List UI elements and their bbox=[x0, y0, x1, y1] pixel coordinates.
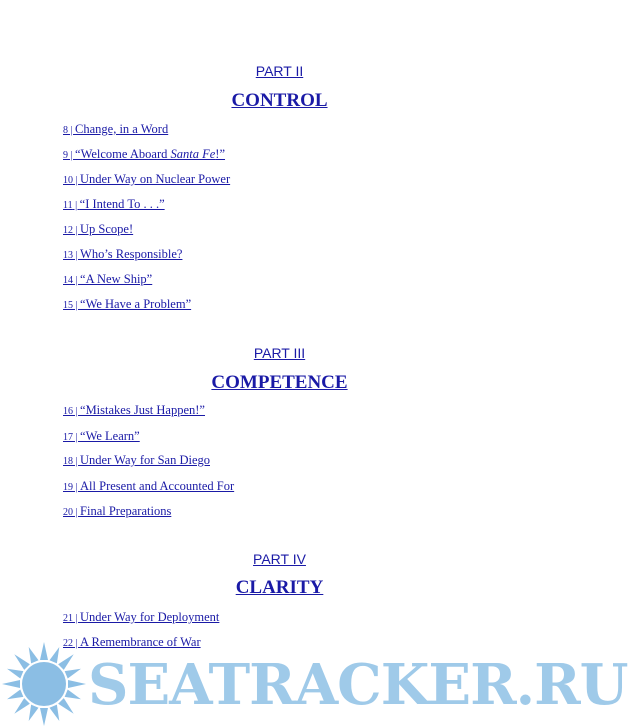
chapter-number: 13 bbox=[63, 250, 73, 261]
toc-link[interactable] bbox=[63, 222, 133, 237]
separator: | bbox=[73, 225, 81, 236]
toc-link[interactable] bbox=[63, 403, 205, 418]
separator: | bbox=[73, 300, 81, 311]
toc-link[interactable] bbox=[63, 247, 182, 262]
separator: | bbox=[72, 200, 80, 211]
chapter-title-post: !” bbox=[215, 147, 226, 161]
toc-link[interactable] bbox=[63, 429, 140, 444]
toc-link[interactable] bbox=[63, 453, 210, 468]
chapter-title: Final Preparations bbox=[80, 504, 172, 518]
separator: | bbox=[73, 275, 81, 286]
chapter-number: 20 bbox=[63, 507, 73, 518]
chapter-title: Up Scope! bbox=[80, 222, 134, 236]
separator: | bbox=[73, 507, 81, 518]
chapter-number: 19 bbox=[63, 482, 73, 493]
separator: | bbox=[73, 432, 81, 443]
watermark-text: SEATRACKER.RU bbox=[88, 652, 628, 718]
part-label[interactable]: PART IV bbox=[253, 551, 306, 567]
separator: | bbox=[73, 406, 81, 417]
chapter-title: Who’s Responsible? bbox=[80, 247, 183, 261]
chapter-number: 16 bbox=[63, 406, 73, 417]
chapter-number: 12 bbox=[63, 225, 73, 236]
separator: | bbox=[73, 613, 81, 624]
toc-link[interactable] bbox=[63, 122, 168, 137]
part-label[interactable]: PART II bbox=[255, 63, 304, 79]
separator: | bbox=[73, 482, 81, 493]
chapter-title: “A New Ship” bbox=[80, 272, 153, 286]
chapter-title: “We Learn” bbox=[80, 429, 140, 443]
chapter-title: “We Have a Problem” bbox=[80, 297, 192, 311]
separator: | bbox=[73, 638, 81, 649]
chapter-title: Under Way for San Diego bbox=[80, 453, 210, 467]
toc-link[interactable] bbox=[63, 172, 230, 187]
part-title[interactable]: COMPETENCE bbox=[211, 372, 348, 393]
toc-link[interactable] bbox=[63, 197, 165, 212]
chapter-number: 21 bbox=[63, 613, 73, 624]
chapter-title-italic: Santa Fe bbox=[170, 147, 216, 161]
separator: | bbox=[73, 175, 81, 186]
chapter-number: 17 bbox=[63, 432, 73, 443]
toc-link[interactable] bbox=[63, 479, 234, 494]
part-label[interactable]: PART III bbox=[253, 345, 306, 361]
separator: | bbox=[68, 125, 76, 136]
chapter-number: 10 bbox=[63, 175, 73, 186]
chapter-title: Change, in a Word bbox=[75, 122, 169, 136]
separator: | bbox=[68, 150, 76, 161]
toc-link[interactable] bbox=[63, 272, 152, 287]
chapter-number: 11 bbox=[63, 200, 73, 211]
toc-link[interactable] bbox=[63, 504, 171, 519]
chapter-number: 9 bbox=[63, 150, 68, 161]
chapter-number: 14 bbox=[63, 275, 73, 286]
chapter-title: A Remembrance of War bbox=[80, 635, 201, 649]
chapter-title: Under Way on Nuclear Power bbox=[80, 172, 231, 186]
chapter-title: All Present and Accounted For bbox=[80, 479, 235, 493]
chapter-number: 8 bbox=[63, 125, 68, 136]
part-title[interactable]: CLARITY bbox=[235, 577, 324, 598]
toc-link[interactable] bbox=[63, 297, 191, 312]
part-title[interactable]: CONTROL bbox=[231, 90, 328, 111]
chapter-title: “I Intend To . . .” bbox=[79, 197, 165, 211]
separator: | bbox=[73, 456, 81, 467]
chapter-number: 18 bbox=[63, 456, 73, 467]
chapter-number: 22 bbox=[63, 638, 73, 649]
chapter-title: Under Way for Deployment bbox=[80, 610, 220, 624]
separator: | bbox=[73, 250, 81, 261]
chapter-title-pre: “Welcome Aboard bbox=[75, 147, 171, 161]
chapter-number: 15 bbox=[63, 300, 73, 311]
toc-link[interactable] bbox=[63, 610, 219, 625]
chapter-title: “Mistakes Just Happen!” bbox=[80, 403, 205, 417]
toc-link[interactable] bbox=[63, 147, 225, 162]
